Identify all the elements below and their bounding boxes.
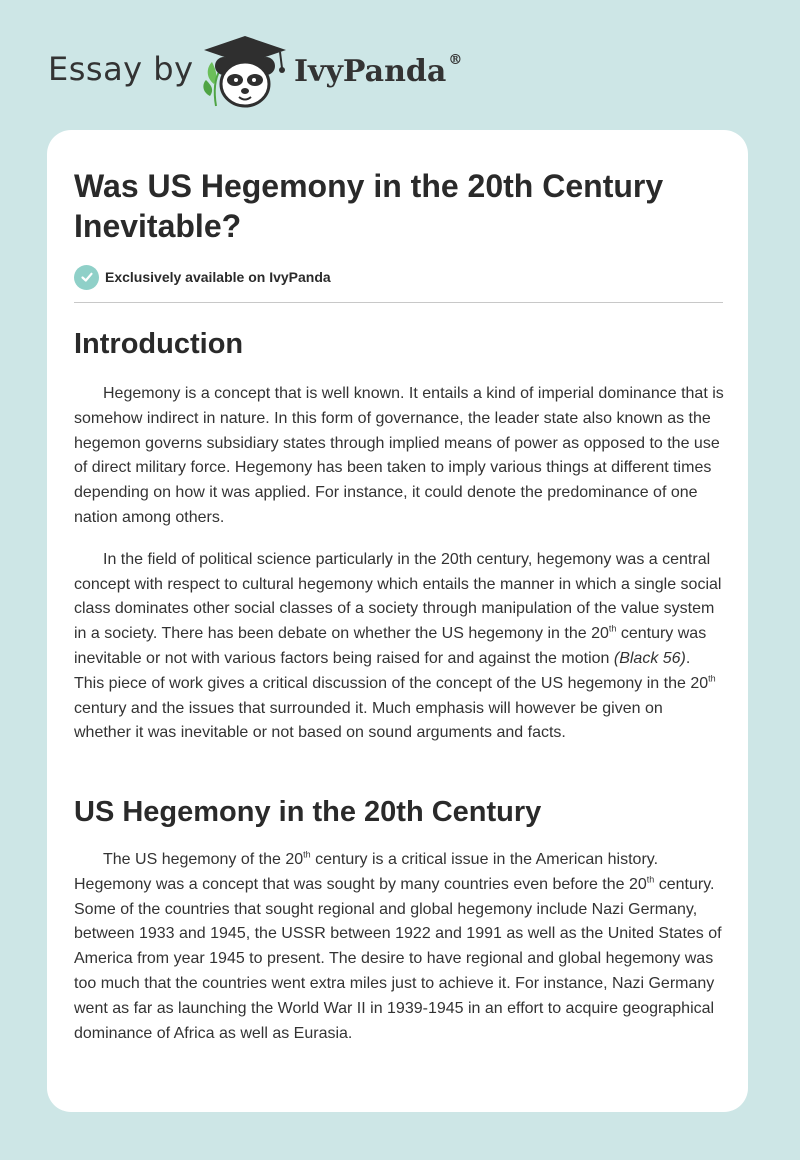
- text-run: In the field of political science particularly in the 20th century, hegemony was a central concept with respect to cultural hegemony which entails the manner in which a single social class dominates other social classes of a society through manipulation of the value system in a society. There has been debate on whether the US hegemony in the 20: [74, 550, 722, 643]
- text-run: The US hegemony of the 20: [103, 851, 304, 868]
- essay-card: [47, 130, 748, 1112]
- essay-title: Was US Hegemony in the 20th Century Inevitable?: [74, 168, 664, 244]
- text-run: century was inevitable or not with various factors being raised for and against the motion: [74, 625, 707, 667]
- exclusive-badge: [74, 264, 331, 290]
- superscript: th: [708, 673, 716, 684]
- section-introduction: [74, 326, 724, 746]
- check-circle-icon: [74, 265, 99, 290]
- superscript: th: [646, 874, 655, 885]
- brand-prefix: Essay by: [48, 50, 194, 88]
- paragraph: [74, 548, 724, 746]
- title-divider: [74, 302, 723, 303]
- section-heading: US Hegemony in the 20th Century: [74, 796, 542, 828]
- citation: (Black 56): [613, 649, 686, 667]
- superscript: th: [303, 849, 311, 860]
- site-brand: [48, 34, 468, 114]
- text-run: century. Some of the countries that sought regional and global hegemony include Nazi Germany, between 1933 and 1945, the USSR between 1922 and 1991 as well as the United States of America from year 1945 to present. The desire to have regional and global hegemony was too much that the countries went extra miles just to achieve it. For instance, Nazi Germany went as far as launching the World War II in 1939-1945 in an effort to acquire geographical dominance of Africa as well as Eurasia.: [74, 875, 722, 1042]
- registered-mark: ®: [448, 52, 463, 68]
- checkmark-icon: [80, 270, 94, 284]
- superscript: th: [608, 623, 617, 634]
- paragraph: Hegemony is a concept that is well known. It entails a kind of imperial dominance that is somehow indirect in nature. In this form of governance, the leader state also known as the hegemon governs subsidiary states through implied means of power as opposed to the use of direct military force. Hegemony has been taken to imply various things at different times depending on how it was applied. For instance, it could denote the predominance of one nation among others.: [74, 385, 724, 526]
- text-run: century is a critical issue in the American history. Hegemony was a concept that was sought by many countries even before the 20: [74, 851, 659, 893]
- section-heading: Introduction: [74, 328, 244, 360]
- section-us-hegemony: [74, 794, 724, 1046]
- paragraph: [74, 848, 724, 1046]
- panda-logo-icon: [200, 34, 290, 110]
- brand-name: [294, 54, 462, 89]
- text-run: . This piece of work gives a critical discussion of the concept of the US hegemony in the 20: [74, 649, 709, 692]
- badge-label: Exclusively available on IvyPanda: [105, 269, 331, 285]
- brand-name-text: IvyPanda: [294, 54, 447, 89]
- text-run: century and the issues that surrounded it. Much emphasis will however be given on whether it was inevitable or not based on sound arguments and facts.: [74, 699, 663, 742]
